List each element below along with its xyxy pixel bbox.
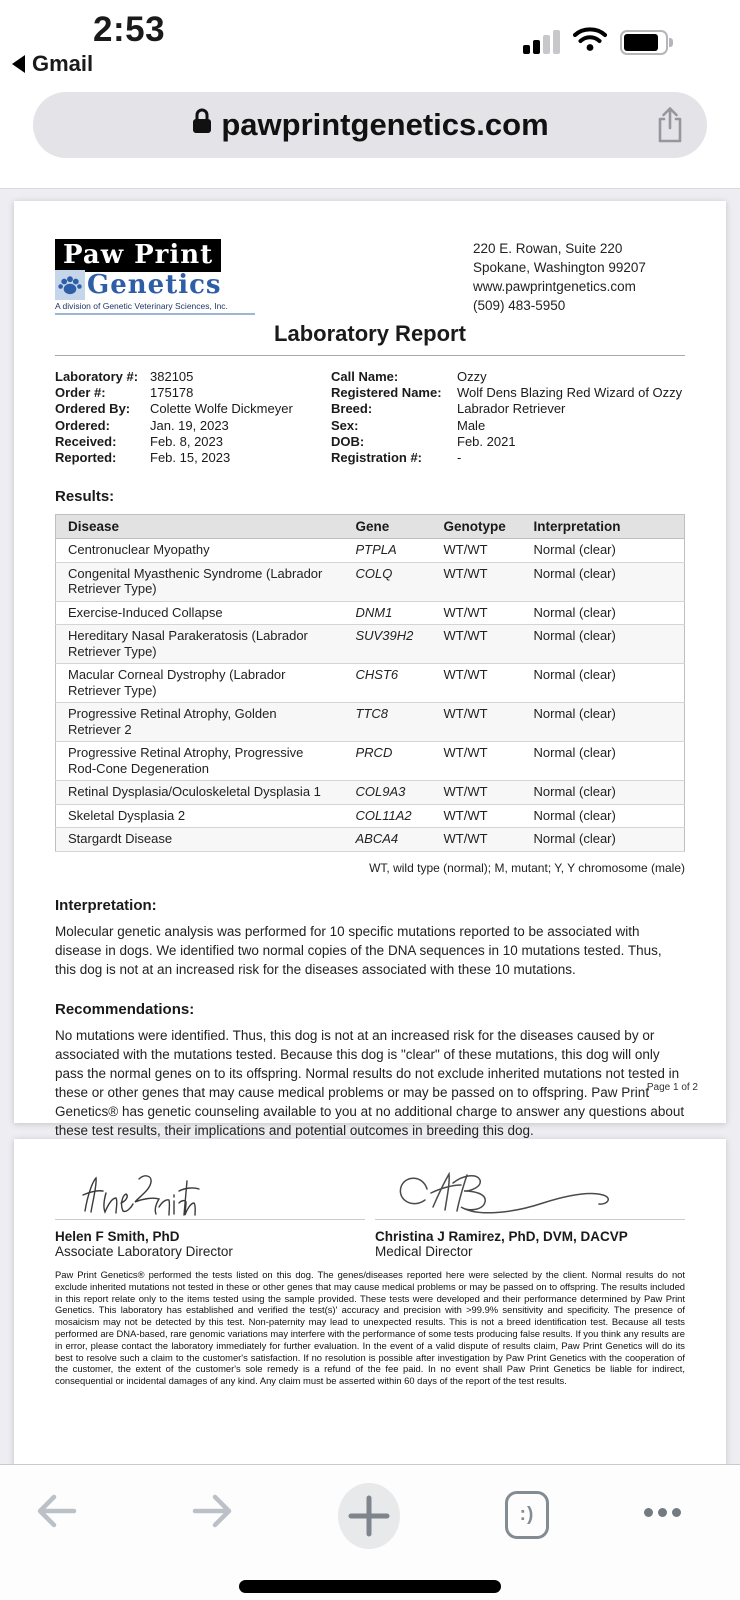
- genotype-cell: WT/WT: [432, 781, 522, 805]
- disease-header: Disease: [56, 515, 344, 539]
- wifi-icon: [573, 27, 607, 57]
- table-row: [56, 625, 685, 664]
- table-row: [56, 804, 685, 828]
- back-arrow-icon[interactable]: [34, 1491, 80, 1531]
- info-label: Order #:: [55, 385, 106, 401]
- signature-block-left: [55, 1167, 365, 1259]
- disease-cell: Centronuclear Myopathy: [56, 539, 344, 563]
- signer-title: Associate Laboratory Director: [55, 1244, 233, 1259]
- interpretation-cell: Normal (clear): [522, 601, 685, 625]
- table-row: [56, 742, 685, 781]
- info-label: Breed:: [331, 401, 373, 417]
- table-row: [56, 828, 685, 852]
- table-row: [56, 539, 685, 563]
- table-row: [56, 664, 685, 703]
- info-label: Ordered:: [55, 417, 110, 433]
- info-value: 175178: [150, 385, 194, 401]
- logo-tagline: A division of Genetic Veterinary Sciences, Inc.: [55, 301, 255, 315]
- title-divider: [55, 355, 685, 356]
- info-value: Colette Wolfe Dickmeyer: [150, 401, 293, 417]
- genotype-cell: WT/WT: [432, 703, 522, 742]
- info-value: Feb. 8, 2023: [150, 433, 223, 449]
- gene-cell: PRCD: [344, 742, 432, 781]
- results-heading: Results:: [55, 488, 115, 506]
- interpretation-cell: Normal (clear): [522, 625, 685, 664]
- logo-line1: Paw Print: [55, 239, 221, 272]
- battery-icon: [620, 30, 668, 55]
- info-label: DOB:: [331, 433, 365, 449]
- gene-cell: ABCA4: [344, 828, 432, 852]
- genotype-cell: WT/WT: [432, 804, 522, 828]
- contact-line: 220 E. Rowan, Suite 220: [473, 241, 623, 256]
- legal-disclaimer: Paw Print Genetics® performed the tests listed on this dog. The genes/diseases reported here were selected by the client. Normal results do not exclude inherited mutations not tested in these or other genes that may cause medical problems or may be passed on to offspring. The results included in this report relate only to the items tested using the sample provided. These tests were developed and their performance determined by Paw Print Genetics. This laboratory has established and verified the test(s)' accuracy and precision with >99.9% sensitivity and specificity. The presence of mosaicism may not be detected by this test. Non-paternity may lead to unexpected results. This is not a breed identification test. Because all tests performed are DNA-based, rare genomic variations may interfere with the performance of some tests producing false results. If you think any results are in error, please contact the laboratory immediately for further evaluation. In the event of a valid dispute of results claim, Paw Print Genetics will do its best to resolve such a claim to the customer's satisfaction. If no resolution is possible after investigation by Paw Print Genetics with the cooperation of the customer, the extent of the customer's sole remedy is a refund of the fee paid. In no event shall Paw Print Genetics be liable for indirect, consequential or incidental damages of any kind. Any claim must be asserted within 60 days of the report of the test results.: [55, 1269, 685, 1387]
- gene-cell: CHST6: [344, 664, 432, 703]
- info-value: Ozzy: [457, 369, 487, 384]
- more-options-button[interactable]: [644, 1508, 681, 1517]
- interpretation-body: Molecular genetic analysis was performed for 10 specific mutations reported to be associated with disease in dogs. We identified two normal copies of the DNA sequences in 10 mutations tested. Thus, this dog is not at an increased risk for the diseases associated with these 10 mutations.: [55, 923, 662, 977]
- info-value: Feb. 15, 2023: [150, 450, 231, 466]
- case-info-grid: [55, 369, 685, 466]
- christina-ramirez-signature: [393, 1167, 623, 1225]
- logo-line2: Genetics: [87, 270, 222, 300]
- interpretation-cell: Normal (clear): [522, 742, 685, 781]
- disease-cell: Progressive Retinal Atrophy, Golden Retriever 2: [56, 703, 344, 742]
- status-icons: [523, 27, 668, 57]
- pawprint-genetics-logo: [55, 239, 255, 315]
- new-tab-plus-button[interactable]: [338, 1483, 400, 1549]
- cellular-signal-icon: [523, 30, 560, 54]
- interpretation-cell: Normal (clear): [522, 781, 685, 805]
- gene-cell: COL9A3: [344, 781, 432, 805]
- genotype-cell: WT/WT: [432, 625, 522, 664]
- signature-line: [375, 1219, 685, 1220]
- info-value: Male: [457, 417, 486, 433]
- disease-cell: Stargardt Disease: [56, 828, 344, 852]
- results-table: [55, 514, 685, 852]
- lock-icon: [191, 107, 213, 143]
- back-app-label: Gmail: [32, 51, 94, 76]
- table-row: [56, 562, 685, 601]
- browser-chrome-top: [0, 0, 740, 188]
- genotype-cell: WT/WT: [432, 742, 522, 781]
- info-value: Labrador Retriever: [457, 401, 566, 417]
- gene-cell: DNM1: [344, 601, 432, 625]
- interpretation-cell: Normal (clear): [522, 539, 685, 563]
- report-page-1: [14, 201, 726, 1138]
- disease-cell: Skeletal Dysplasia 2: [56, 804, 344, 828]
- back-triangle-icon: [12, 55, 25, 73]
- table-row: [56, 703, 685, 742]
- pdf-viewport[interactable]: [0, 188, 740, 1464]
- info-label: Registration #:: [331, 450, 423, 466]
- table-header-row: [56, 515, 685, 539]
- genotype-key-footnote: WT, wild type (normal); M, mutant; Y, Y chromosome (male): [369, 860, 685, 875]
- signer-name: Christina J Ramirez, PhD, DVM, DACVP: [375, 1229, 628, 1244]
- contact-line: www.pawprintgenetics.com: [473, 279, 636, 294]
- status-time: 2:53: [93, 10, 166, 49]
- disease-cell: Exercise-Induced Collapse: [56, 601, 344, 625]
- disease-cell: Retinal Dysplasia/Oculoskeletal Dysplasia 1: [56, 781, 344, 805]
- page-number-label: Page 1 of 2: [646, 1082, 698, 1093]
- signature-line: [55, 1219, 365, 1220]
- back-to-gmail-button[interactable]: [12, 51, 93, 77]
- report-page-2: [14, 1139, 726, 1464]
- genotype-cell: WT/WT: [432, 664, 522, 703]
- gene-cell: SUV39H2: [344, 625, 432, 664]
- table-row: [56, 781, 685, 805]
- interpretation-cell: Normal (clear): [522, 562, 685, 601]
- gene-cell: COL11A2: [344, 804, 432, 828]
- home-indicator[interactable]: [239, 1580, 501, 1593]
- helen-smith-signature: [73, 1167, 203, 1225]
- interpretation-cell: Normal (clear): [522, 664, 685, 703]
- disease-cell: Progressive Retinal Atrophy, Progressive Rod-Cone Degeneration: [56, 742, 344, 781]
- forward-arrow-icon[interactable]: [189, 1491, 235, 1531]
- browser-toolbar: [0, 1464, 740, 1600]
- tabs-smiley-icon: :): [505, 1491, 549, 1539]
- info-label: Call Name:: [331, 369, 399, 384]
- results-table-body: [56, 539, 685, 852]
- recommendations-body: No mutations were identified. Thus, this dog is not at an increased risk for the diseases caused by or associated with the mutations tested. Because this dog is "clear" of these mutations, this dog will only pass the normal genes on to its offspring. Normal results do not exclude inherited mutations not tested in these or other genes that may cause medical problems or may be passed on to offspring. Paw Print Genetics® has genetic counseling available to you at no additional charge to answer any questions about these test results, their implications and potential outcomes in breeding this dog.: [55, 1027, 685, 1138]
- signer-name: Helen F Smith, PhD: [55, 1229, 180, 1244]
- tabs-button[interactable]: [505, 1491, 549, 1539]
- genotype-header: Genotype: [432, 515, 522, 539]
- disease-cell: Macular Corneal Dystrophy (Labrador Retriever Type): [56, 664, 344, 703]
- table-row: [56, 601, 685, 625]
- address-bar[interactable]: [33, 92, 707, 158]
- gene-header: Gene: [344, 515, 432, 539]
- info-label: Laboratory #:: [55, 369, 139, 384]
- info-label: Registered Name:: [331, 385, 442, 401]
- genotype-cell: WT/WT: [432, 828, 522, 852]
- info-label: Sex:: [331, 417, 359, 433]
- info-value: Feb. 2021: [457, 433, 516, 449]
- interpretation-heading: Interpretation:: [55, 896, 157, 914]
- interpretation-cell: Normal (clear): [522, 828, 685, 852]
- disease-cell: Congenital Myasthenic Syndrome (Labrador Retriever Type): [56, 562, 344, 601]
- gene-cell: TTC8: [344, 703, 432, 742]
- info-label: Ordered By:: [55, 401, 131, 417]
- gene-cell: PTPLA: [344, 539, 432, 563]
- info-value: Jan. 19, 2023: [150, 417, 229, 433]
- url-domain: pawprintgenetics.com: [221, 107, 549, 142]
- contact-line: Spokane, Washington 99207: [473, 260, 646, 275]
- info-value: Wolf Dens Blazing Red Wizard of Ozzy: [457, 385, 683, 401]
- genotype-cell: WT/WT: [432, 562, 522, 601]
- contact-line: (509) 483-5950: [473, 298, 566, 313]
- lab-contact-block: [473, 239, 685, 315]
- paw-icon: [55, 270, 85, 300]
- recommendations-heading: Recommendations:: [55, 1000, 195, 1018]
- genotype-cell: WT/WT: [432, 601, 522, 625]
- report-title: Laboratory Report: [274, 321, 466, 346]
- signature-block-right: [375, 1167, 685, 1259]
- gene-cell: COLQ: [344, 562, 432, 601]
- interpretation-cell: Normal (clear): [522, 703, 685, 742]
- interpretation-cell: Normal (clear): [522, 804, 685, 828]
- info-label: Reported:: [55, 450, 117, 466]
- info-value: 382105: [150, 369, 194, 384]
- genotype-cell: WT/WT: [432, 539, 522, 563]
- interpretation-header: Interpretation: [522, 515, 685, 539]
- signer-title: Medical Director: [375, 1244, 473, 1259]
- disease-cell: Hereditary Nasal Parakeratosis (Labrador Retriever Type): [56, 625, 344, 664]
- info-label: Received:: [55, 433, 117, 449]
- share-icon[interactable]: [655, 106, 685, 149]
- info-value: -: [457, 450, 462, 466]
